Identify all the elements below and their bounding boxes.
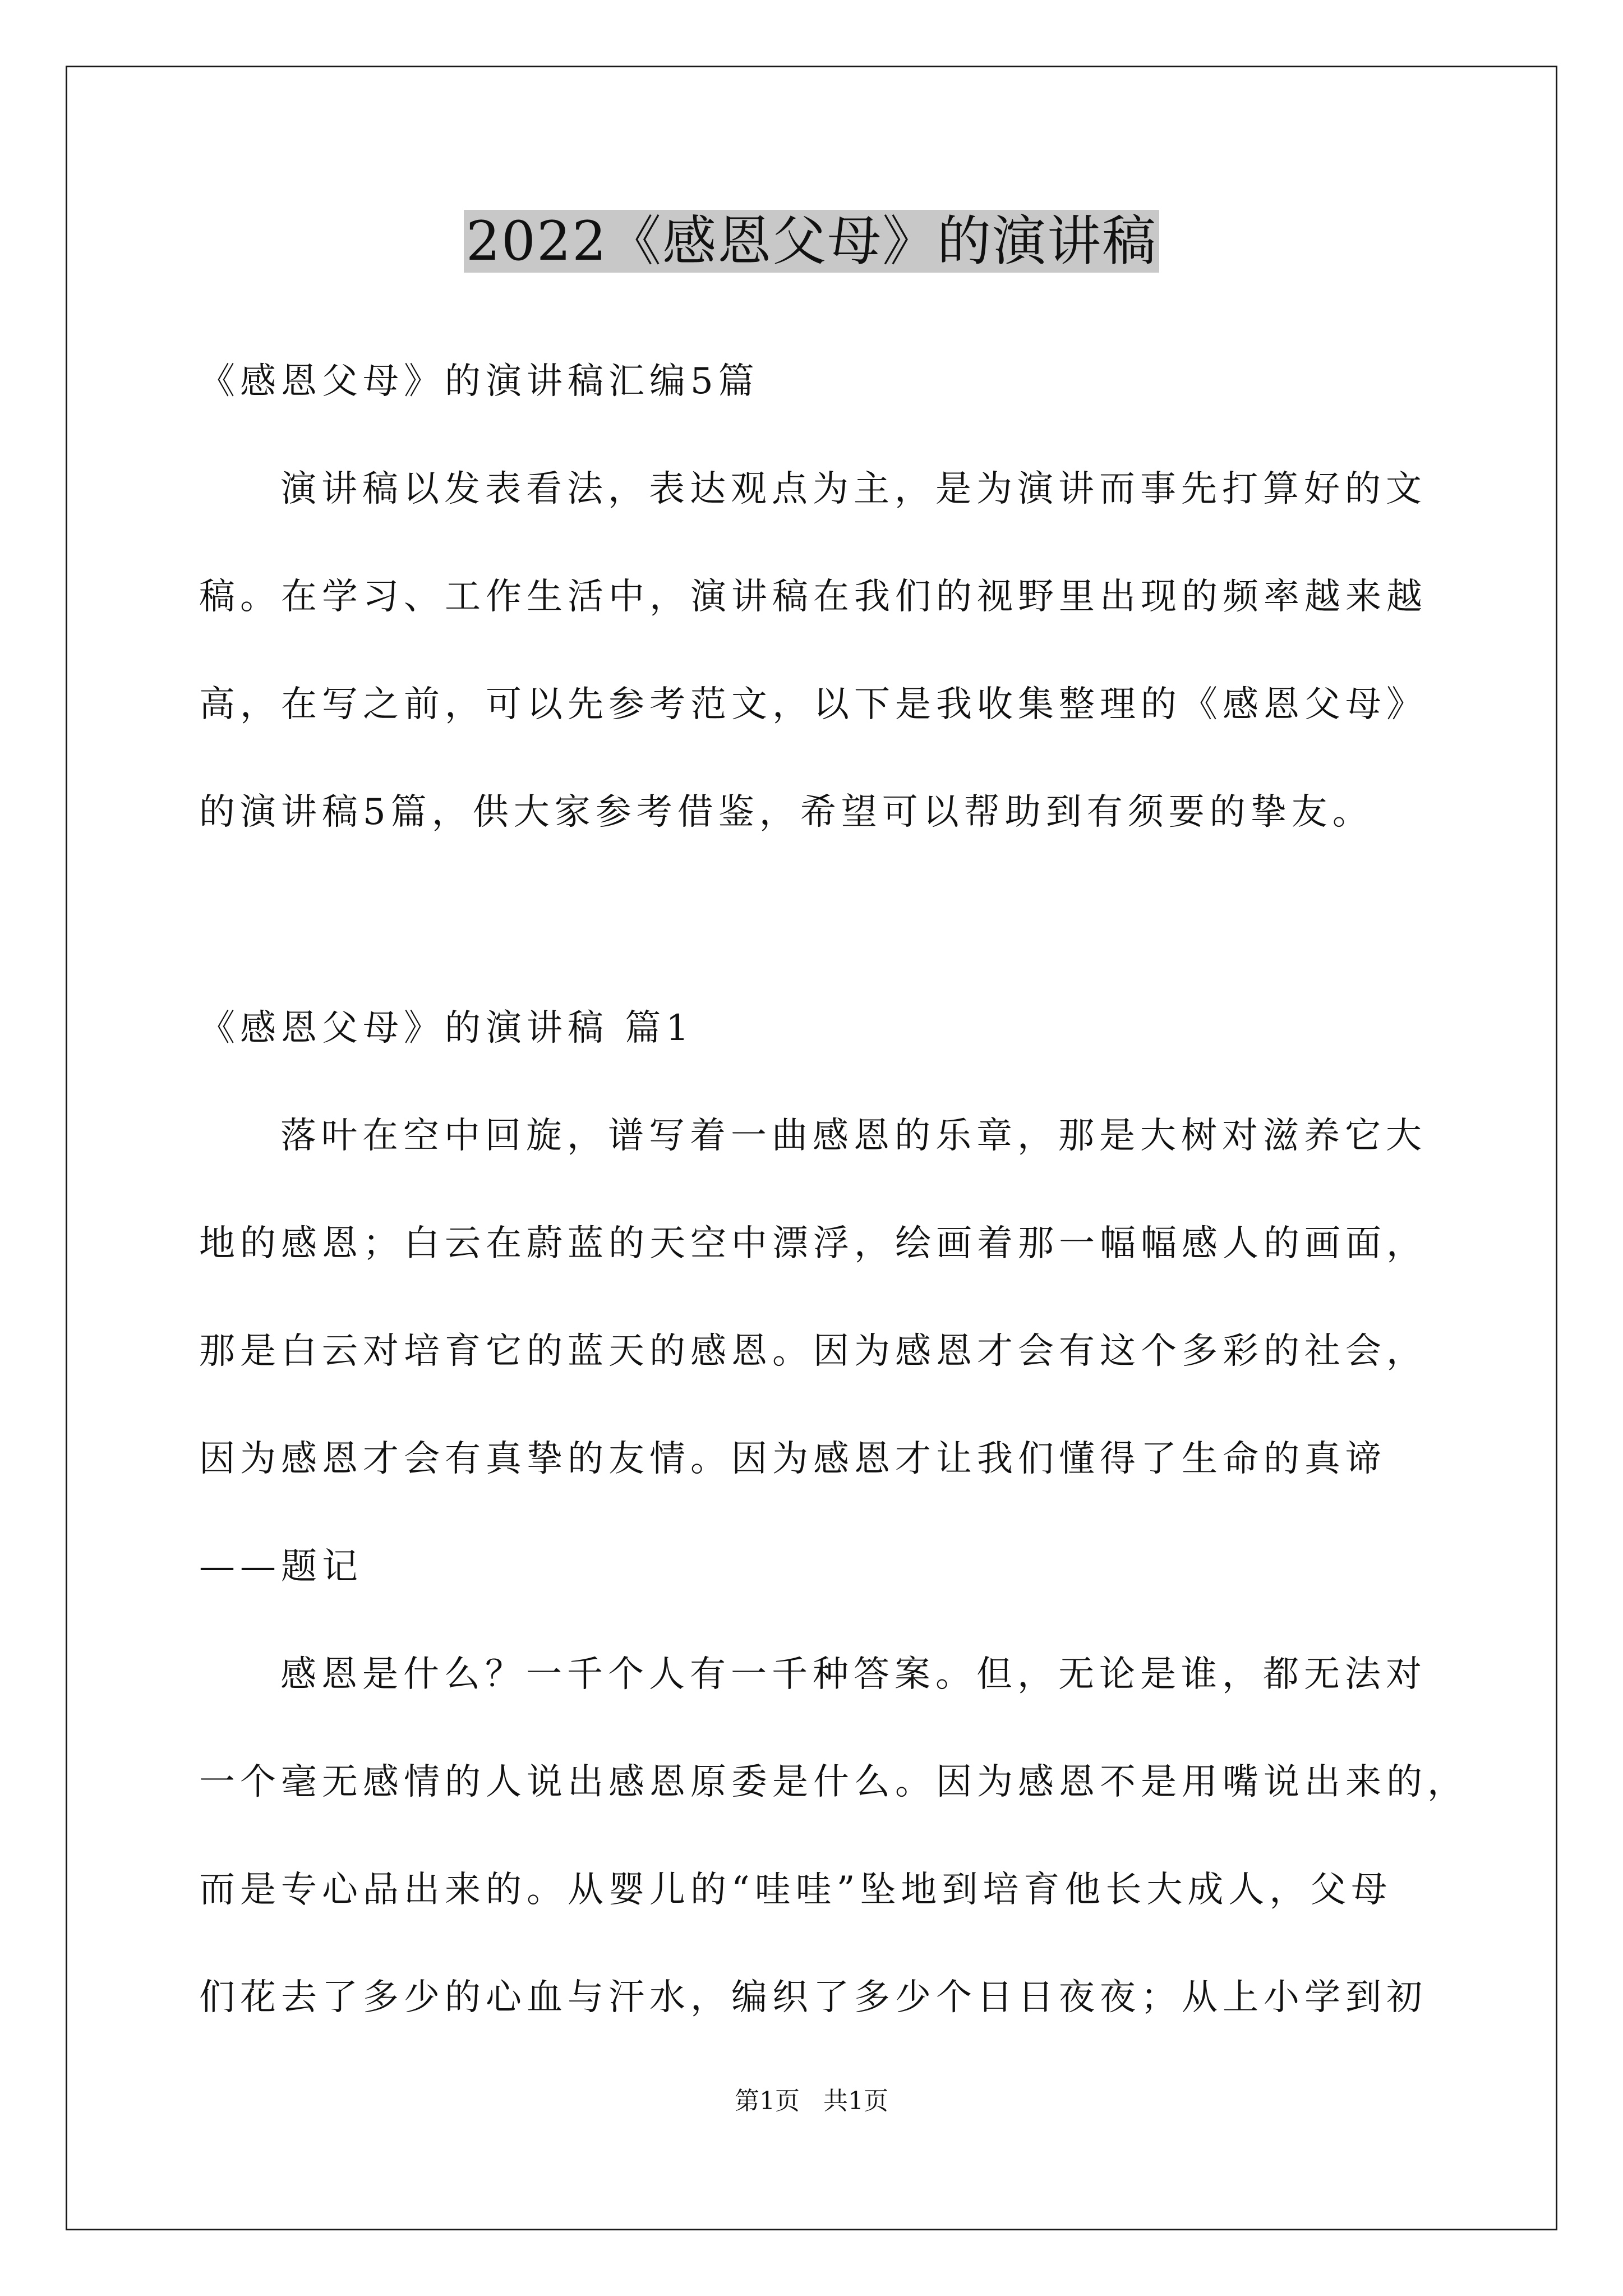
page-footer: 第1页 共1页 xyxy=(735,2087,888,2115)
intro-line-1: 演讲稿以发表看法，表达观点为主，是为演讲而事先打算好的文 xyxy=(280,468,1427,510)
intro-line-4: 的演讲稿5篇，供大家参考借鉴，希望可以帮助到有须要的挚友。 xyxy=(199,792,1373,833)
document-subtitle: 《感恩父母》的演讲稿汇编5篇 xyxy=(199,361,759,402)
para1-line-1: 落叶在空中回旋，谱写着一曲感恩的乐章，那是大树对滋养它大 xyxy=(280,1115,1427,1157)
intro-line-3: 高，在写之前，可以先参考范文，以下是我收集整理的《感恩父母》 xyxy=(199,684,1427,725)
section-heading: 《感恩父母》的演讲稿 篇1 xyxy=(199,1007,694,1049)
para2-line-2: 一个毫无感情的人说出感恩原委是什么。因为感恩不是用嘴说出来的， xyxy=(199,1761,1468,1803)
para2-line-3: 而是专心品出来的。从婴儿的“哇哇”坠地到培育他长大成人，父母 xyxy=(199,1869,1393,1911)
intro-line-2: 稿。在学习、工作生活中，演讲稿在我们的视野里出现的频率越来越 xyxy=(199,576,1427,618)
para2-line-1: 感恩是什么？一千个人有一千种答案。但，无论是谁，都无法对 xyxy=(280,1654,1427,1695)
document-title: 2022《感恩父母》的演讲稿 xyxy=(0,208,1623,275)
para1-line-4: 因为感恩才会有真挚的友情。因为感恩才让我们懂得了生命的真谛 xyxy=(199,1438,1386,1480)
para1-line-3: 那是白云对培育它的蓝天的感恩。因为感恩才会有这个多彩的社会， xyxy=(199,1331,1427,1372)
para1-line-5: ——题记 xyxy=(199,1546,363,1588)
para1-line-2: 地的感恩；白云在蔚蓝的天空中漂浮，绘画着那一幅幅感人的画面， xyxy=(199,1223,1427,1264)
para2-line-4: 们花去了多少的心血与汗水，编织了多少个日日夜夜；从上小学到初 xyxy=(199,1977,1427,2018)
